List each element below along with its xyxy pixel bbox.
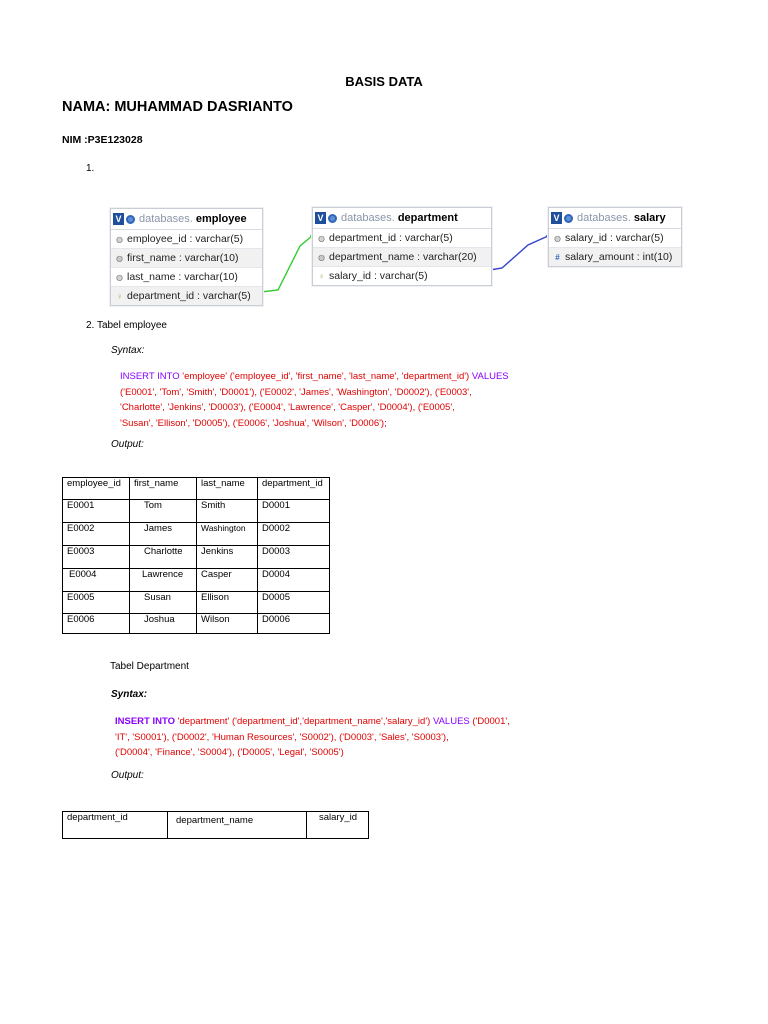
table-cell: D0002 [258, 523, 330, 546]
table-cell: D0005 [258, 592, 330, 614]
syntax-label: Syntax: [111, 345, 145, 356]
department-sql [115, 714, 510, 761]
table-header-cell: department_id [258, 478, 330, 500]
field-label: first_name : varchar(10) [127, 252, 239, 264]
table-header-cell: first_name [130, 478, 197, 500]
table-row [63, 614, 330, 634]
employee-department-link [261, 236, 312, 292]
sql-line: ('E0001', 'Tom', 'Smith', 'D0001'), ('E0002', 'James', 'Washington', 'D0002'), ('E0003', [120, 386, 472, 398]
schema-field [111, 249, 262, 268]
schema-field [313, 248, 491, 267]
gear-icon [564, 214, 573, 223]
table-header-cell: last_name [197, 478, 258, 500]
table-cell: D0001 [258, 500, 330, 523]
key-icon: ♀ [318, 271, 325, 281]
document-title: BASIS DATA [345, 74, 423, 89]
schema-table-department[interactable] [312, 207, 492, 286]
field-icon: ◍ [318, 233, 325, 243]
table-header-cell: department_id [63, 812, 168, 839]
schema-field [549, 229, 681, 248]
sql-keyword: VALUES [469, 371, 509, 382]
table-cell: D0004 [258, 569, 330, 592]
field-label: department_id : varchar(5) [127, 290, 251, 302]
table-cell: D0006 [258, 614, 330, 634]
db-prefix: databases. [577, 212, 631, 224]
table-cell: Tom [130, 500, 197, 523]
table-cell: Washington [197, 523, 258, 546]
table-cell: Casper [197, 569, 258, 592]
field-icon: ◍ [116, 234, 123, 244]
table-cell: E0001 [63, 500, 130, 523]
field-label: last_name : varchar(10) [127, 271, 238, 283]
schema-table-salary[interactable] [548, 207, 682, 267]
table-cell: E0004 [63, 569, 130, 592]
field-icon: ◍ [318, 252, 325, 262]
schema-field [111, 287, 262, 305]
sql-text: ('D0001', [469, 716, 510, 727]
table-cell: Joshua [130, 614, 197, 634]
field-label: salary_id : varchar(5) [565, 232, 664, 244]
table-cell: James [130, 523, 197, 546]
table-cell: E0003 [63, 546, 130, 569]
table-header-cell: salary_id [307, 812, 369, 839]
field-label: salary_amount : int(10) [565, 251, 673, 263]
table-cell: Wilson [197, 614, 258, 634]
field-label: department_name : varchar(20) [329, 251, 477, 263]
section-2-heading: 2. Tabel employee [86, 320, 167, 331]
sql-line: 'Charlotte', 'Jenkins', 'D0003'), ('E0004', 'Lawrence', 'Casper', 'D0004'), ('E0005', [120, 402, 455, 413]
table-cell: Susan [130, 592, 197, 614]
table-cell: Lawrence [130, 569, 197, 592]
department-salary-link [490, 236, 548, 270]
student-name: NAMA: MUHAMMAD DASRIANTO [62, 99, 293, 115]
db-prefix: databases. [341, 212, 395, 224]
employee-output-table [62, 477, 330, 634]
gear-icon [328, 214, 337, 223]
sql-line: 'Susan', 'Ellison', 'D0005'), ('E0006', 'Joshua', 'Wilson', 'D0006'); [120, 417, 387, 429]
sql-keyword: INSERT INTO [115, 716, 175, 727]
v-icon: V [551, 212, 562, 224]
gear-icon [126, 215, 135, 224]
table-cell: Charlotte [130, 546, 197, 569]
db-prefix: databases. [139, 213, 193, 225]
table-header-row [63, 478, 330, 500]
schema-table-header [549, 208, 681, 229]
schema-field [313, 229, 491, 248]
schema-table-header [313, 208, 491, 229]
department-output-table [62, 811, 369, 839]
sql-text: 'department' ('department_id','department_name','salary_id') [175, 716, 431, 727]
table-cell: D0003 [258, 546, 330, 569]
tabel-department-heading: Tabel Department [110, 661, 189, 672]
sql-keyword: INSERT INTO [120, 371, 180, 382]
schema-table-employee[interactable] [110, 208, 263, 306]
table-header-cell: department_name [168, 812, 307, 839]
syntax-label: Syntax: [111, 689, 148, 700]
table-cell: Ellison [197, 592, 258, 614]
table-row [63, 569, 330, 592]
table-header-row [63, 812, 369, 839]
table-row [63, 523, 330, 546]
table-cell: E0006 [63, 614, 130, 634]
hash-icon: # [555, 252, 560, 262]
v-icon: V [315, 212, 326, 224]
student-nim: NIM :P3E123028 [62, 134, 143, 146]
output-label: Output: [111, 770, 144, 781]
table-name: salary [633, 212, 666, 224]
schema-field [313, 267, 491, 285]
table-cell: Jenkins [197, 546, 258, 569]
table-name: employee [195, 213, 247, 225]
key-icon: ♀ [116, 291, 123, 301]
field-icon: ◍ [116, 253, 123, 263]
section-1-number: 1. [86, 163, 95, 174]
schema-table-header [111, 209, 262, 230]
sql-text: 'employee' ('employee_id', 'first_name', 'last_name', 'department_id') [179, 371, 470, 382]
employee-sql [120, 369, 509, 431]
table-cell: Smith [197, 500, 258, 523]
field-label: salary_id : varchar(5) [329, 270, 428, 282]
output-label: Output: [111, 439, 144, 450]
sql-line [120, 369, 509, 385]
table-header-cell: employee_id [63, 478, 130, 500]
table-cell: E0005 [63, 592, 130, 614]
field-label: employee_id : varchar(5) [127, 233, 244, 245]
v-icon: V [113, 213, 124, 225]
table-name: department [397, 212, 458, 224]
sql-line [115, 714, 510, 730]
sql-keyword: VALUES [430, 716, 470, 727]
table-row [63, 592, 330, 614]
table-cell: E0002 [63, 523, 130, 546]
field-icon: ◍ [554, 233, 561, 243]
sql-line: ('D0004', 'Finance', 'S0004'), ('D0005', 'Legal', 'S0005') [115, 747, 344, 758]
table-row [63, 546, 330, 569]
schema-field [111, 230, 262, 249]
schema-field [111, 268, 262, 287]
field-label: department_id : varchar(5) [329, 232, 453, 244]
sql-line: 'IT', 'S0001'), ('D0002', 'Human Resources', 'S0002'), ('D0003', 'Sales', 'S0003'), [115, 731, 449, 743]
field-icon: ◍ [116, 272, 123, 282]
schema-field [549, 248, 681, 266]
table-row [63, 500, 330, 523]
